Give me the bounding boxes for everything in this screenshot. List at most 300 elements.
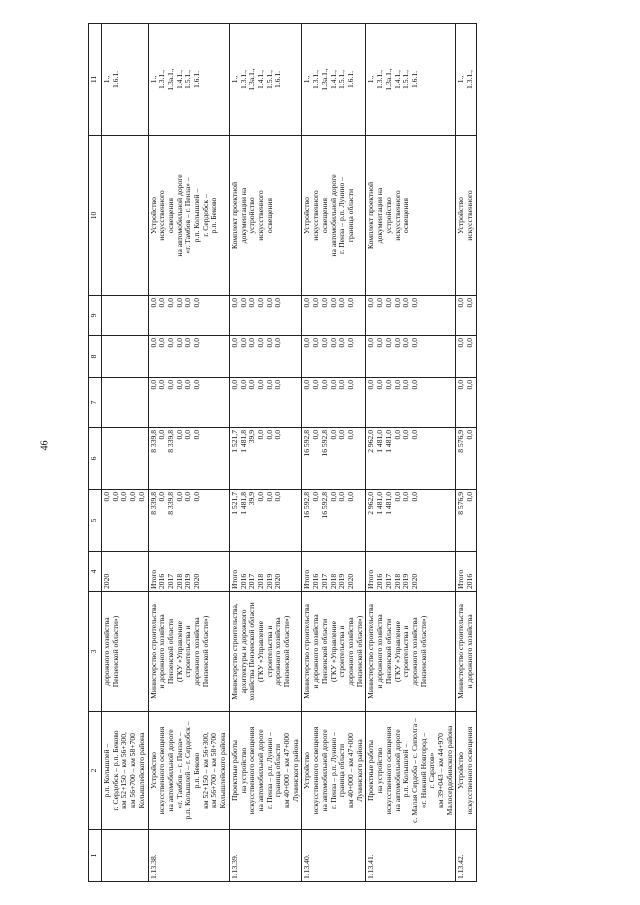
cell-line: 2 962,0 [366, 430, 376, 453]
cell-line: 1.3а.1., [383, 68, 393, 91]
executor [102, 592, 149, 712]
cell-line: 0,0 [255, 492, 265, 502]
funding-values [229, 490, 302, 552]
cell-line: «г. Нижний Новгород – [418, 732, 428, 809]
cell-line: г. Пенза – р.п. Лунино – [337, 177, 347, 254]
cell-line: дорожного хозяйства [273, 617, 283, 686]
cell-line: 0,0 [319, 298, 329, 308]
cell-line: 0,0 [119, 492, 129, 502]
cell-line: Пензенской области [383, 618, 393, 685]
cell-line: км 56+700 – км 58+700 [209, 733, 219, 808]
cell-line: 0,0 [128, 492, 138, 502]
cell-line: 0,0 [383, 338, 393, 348]
cell-line: 0,0 [264, 338, 274, 348]
cell-line: на автомобильной дороге [328, 174, 338, 257]
cell-line: 0,0 [392, 338, 402, 348]
cell-line: км 52+150 – км 56+300, [200, 732, 210, 809]
cell-line: архитектуры и дорожного [238, 609, 248, 694]
cell-line: Итого [148, 569, 158, 589]
cell-line: 0,0 [174, 430, 184, 440]
cell-line: 0,0 [409, 338, 419, 348]
cell-line: 2018 [392, 573, 402, 589]
cell-line: освещения [319, 197, 329, 234]
funding-values [102, 490, 149, 552]
measure-name [148, 712, 229, 830]
cell-line: 0,0 [392, 492, 402, 502]
cell-line: 8 339,8 [148, 430, 158, 453]
cell-line: 0,0 [183, 430, 193, 440]
measure-name [302, 712, 366, 830]
cell-line: (ГКУ «Управление [255, 621, 265, 682]
cell-line: 0,0 [157, 492, 167, 502]
cell-line: 1.4.1., [255, 70, 265, 89]
cell-line: 0,0 [401, 298, 411, 308]
cell-line: 0,0 [392, 430, 402, 440]
header-cell: 2 [89, 712, 102, 830]
header-cell: 3 [89, 592, 102, 712]
cell-line: 0,0 [157, 380, 167, 390]
cell-line: р.п. Колышлей – г. Сердобск – [183, 721, 193, 820]
cell-line: 0,0 [311, 430, 321, 440]
cell-line: с. Малая Сердоба – с. Сиполга – [409, 718, 419, 823]
cell-line: 0,0 [345, 380, 355, 390]
cell-line: 2016 [238, 573, 248, 589]
cell-line: 1.4.1., [174, 70, 184, 89]
cell-line: 0,0 [255, 430, 265, 440]
header-cell: 6 [89, 428, 102, 490]
cell-line: 0,0 [229, 298, 239, 308]
cell-line: 0,0 [456, 338, 466, 348]
cell-line: 0,0 [183, 338, 193, 348]
cell-line: 2018 [255, 573, 265, 589]
cell-line: 1.5.1., [264, 70, 274, 89]
executor [302, 592, 366, 712]
header-cell: 7 [89, 378, 102, 428]
cell-line: Итого [229, 569, 239, 589]
cell-line: Министерство строительства [366, 604, 376, 699]
cell-line: Малосердобинского района [444, 725, 454, 816]
cell-line: 0,0 [392, 298, 402, 308]
table-row [148, 24, 229, 882]
cell-line: 8 576,9 [456, 492, 466, 515]
funding-values [148, 336, 229, 378]
cell-line: 16 592,8 [302, 492, 312, 519]
cell-line: строительства и [401, 625, 411, 678]
cell-line: граница области [345, 188, 355, 243]
expected-result [302, 136, 366, 296]
expected-result [148, 136, 229, 296]
funding-values [148, 490, 229, 552]
cell-line: 2017 [165, 573, 175, 589]
cell-line: 0,0 [409, 492, 419, 502]
cell-line: 0,0 [337, 338, 347, 348]
funding-values [456, 336, 476, 378]
cell-line: 0,0 [337, 430, 347, 440]
cell-line: 0,0 [465, 298, 475, 308]
cell-line: 0,0 [255, 298, 265, 308]
table-row [456, 24, 476, 882]
cell-line: 0,0 [375, 298, 385, 308]
cell-line: на автомобильной дороге [392, 729, 402, 812]
measure-name [102, 712, 149, 830]
cell-line: 0,0 [328, 298, 338, 308]
cell-line: 0,0 [345, 298, 355, 308]
measure-name [366, 712, 456, 830]
indicator-refs [102, 24, 149, 136]
cell-line: 1.3.1., [375, 70, 385, 89]
cell-line: на автомобильной дороге [319, 729, 329, 812]
expected-result [366, 136, 456, 296]
cell-line: 0,0 [345, 338, 355, 348]
cell-line: 0,0 [366, 338, 376, 348]
cell-line: Проектные работы [366, 739, 376, 802]
cell-line: г. Саратов» [427, 752, 437, 789]
cell-line: Министерство строительства [456, 604, 466, 699]
funding-values [456, 378, 476, 428]
header-cell: 9 [89, 296, 102, 336]
cell-line: 0,0 [319, 338, 329, 348]
cell-line: 0,0 [110, 492, 120, 502]
cell-line: 1 521,7 [229, 492, 239, 515]
cell-line: 0,0 [183, 380, 193, 390]
cell-line: Пензенской области [165, 618, 175, 685]
years [229, 552, 302, 592]
cell-line: 1 481,0 [375, 492, 385, 515]
cell-line: 2019 [337, 573, 347, 589]
cell-line: 0,0 [328, 430, 338, 440]
cell-line: 0,0 [229, 338, 239, 348]
cell-line: Устройство [456, 752, 466, 789]
executor [456, 592, 476, 712]
cell-line: 0,0 [157, 298, 167, 308]
executor [148, 592, 229, 712]
cell-line: 1.3.1., [238, 70, 248, 89]
cell-line: км 56+700 – км 58+700 [128, 733, 138, 808]
cell-line: 1., [148, 75, 158, 84]
funding-values [302, 490, 366, 552]
cell-line: 0,0 [409, 380, 419, 390]
funding-values [229, 428, 302, 490]
cell-line: 0,0 [264, 492, 274, 502]
cell-line: Министерство строительства [148, 604, 158, 699]
cell-line: Министерство строительства [302, 604, 312, 699]
header-cell: 1 [89, 830, 102, 882]
cell-line: р.п. Беково [209, 197, 219, 234]
cell-line: 2017 [383, 573, 393, 589]
cell-line: 1., [302, 75, 312, 84]
cell-line: 0,0 [375, 380, 385, 390]
cell-line: 0,0 [183, 492, 193, 502]
cell-line: км 52+150 – км 56+300, [119, 732, 129, 809]
funding-values [148, 296, 229, 336]
row-number: 1.13.40. [302, 830, 366, 882]
indicator-refs [229, 24, 302, 136]
cell-line: освещения [401, 197, 411, 234]
cell-line: р.п. Беково [192, 752, 202, 789]
cell-line: 2020 [409, 573, 419, 589]
cell-line: 8 339,8 [165, 430, 175, 453]
indicator-refs [366, 24, 456, 136]
cell-line: 0,0 [311, 338, 321, 348]
indicator-refs [148, 24, 229, 136]
cell-line: 0,0 [328, 492, 338, 502]
funding-values [302, 296, 366, 336]
cell-line: 0,0 [273, 380, 283, 390]
cell-line: Итого [456, 569, 466, 589]
cell-line: р.п. Колышлей – [102, 743, 111, 798]
funding-values [102, 336, 149, 378]
cell-line: 1.6.1. [409, 70, 419, 89]
cell-line: искусственного освещения [465, 726, 475, 815]
cell-line: 8 339,8 [148, 492, 158, 515]
cell-line: 2020 [192, 573, 202, 589]
header-cell: 5 [89, 490, 102, 552]
cell-line: 1.6.1. [273, 70, 283, 89]
funding-values [229, 336, 302, 378]
funding-values [229, 296, 302, 336]
funding-values [148, 428, 229, 490]
cell-line: 1.5.1., [183, 70, 193, 89]
cell-line: «г. Тамбов – г. Пенза» – [174, 732, 184, 809]
cell-line: 1 481,0 [375, 430, 385, 453]
cell-line: км 40+000 – км 47+000 [345, 733, 355, 808]
funding-values [102, 378, 149, 428]
cell-line: 8 576,9 [456, 430, 466, 453]
cell-line: освещения [165, 197, 175, 234]
cell-line: 1.3а.1., [165, 68, 175, 91]
continuation-row [102, 24, 149, 882]
cell-line: 2 962,0 [366, 492, 376, 515]
cell-line: 16 592,8 [319, 430, 329, 457]
cell-line: 0,0 [345, 492, 355, 502]
page-number: 46 [39, 440, 51, 451]
cell-line: 2016 [375, 573, 385, 589]
cell-line: и дорожного хозяйства [157, 614, 167, 689]
cell-line: 0,0 [157, 430, 167, 440]
cell-line: 0,0 [409, 298, 419, 308]
cell-line: Устройство [302, 752, 312, 789]
cell-line: 2016 [157, 573, 167, 589]
cell-line: 0,0 [148, 338, 158, 348]
program-table [88, 23, 477, 882]
cell-line: 0,0 [192, 430, 202, 440]
cell-line: Лунинского района [290, 739, 300, 802]
cell-line: 0,0 [273, 298, 283, 308]
cell-line: на автомобильной дороге [174, 174, 184, 257]
funding-values [456, 296, 476, 336]
cell-line: 0,0 [319, 380, 329, 390]
rotated-table-page [88, 24, 612, 882]
cell-line: 2016 [311, 573, 321, 589]
cell-line: г. Сердобск – р.п. Беково [110, 730, 120, 811]
cell-line: 0,0 [229, 380, 239, 390]
cell-line: 0,0 [165, 298, 175, 308]
cell-line: Пензенской области [319, 618, 329, 685]
years [366, 552, 456, 592]
cell-line: 2017 [319, 573, 329, 589]
expected-result [456, 136, 476, 296]
cell-line: Устройство [148, 752, 158, 789]
years [302, 552, 366, 592]
cell-line: искусственного освещения [157, 726, 167, 815]
cell-line: 1.3.1., [465, 70, 475, 89]
cell-line: 0,0 [157, 338, 167, 348]
cell-line: Пензенской области») [354, 615, 364, 688]
cell-line: 0,0 [192, 380, 202, 390]
funding-values [229, 378, 302, 428]
row-number: 1.13.39. [229, 830, 302, 882]
cell-line: 1., [366, 75, 376, 84]
funding-values [366, 336, 456, 378]
cell-line: 16 592,8 [319, 492, 329, 519]
cell-line: устройство [247, 197, 257, 234]
cell-line: г. Сердобск – [200, 194, 210, 237]
cell-line: 0,0 [345, 430, 355, 440]
header-cell: 10 [89, 136, 102, 296]
cell-line: 0,0 [174, 298, 184, 308]
cell-line: 2020 [345, 573, 355, 589]
cell-line: Пензенской области») [200, 615, 210, 688]
cell-line: 0,0 [366, 298, 376, 308]
cell-line: документации на [375, 187, 385, 244]
cell-line: искусственного освещения [247, 726, 257, 815]
cell-line: 0,0 [174, 492, 184, 502]
cell-line: 1 481,0 [383, 492, 393, 515]
cell-line: 0,0 [401, 338, 411, 348]
cell-line: 1.5.1., [401, 70, 411, 89]
cell-line: Министерство строительства, [229, 603, 239, 700]
cell-line: 0,0 [273, 430, 283, 440]
cell-line: 0,0 [328, 338, 338, 348]
cell-line: 1 521,7 [229, 430, 239, 453]
cell-line: р.п. Колышлей – [401, 743, 411, 798]
cell-line: 0,0 [302, 338, 312, 348]
cell-line: 2016 [465, 573, 475, 589]
cell-line: дорожного хозяйства [102, 617, 111, 686]
cell-line: 2018 [174, 573, 184, 589]
cell-line: граница области [337, 743, 347, 798]
cell-line: 1.6.1. [110, 70, 120, 89]
funding-values [102, 296, 149, 336]
cell-line: 0,0 [465, 380, 475, 390]
cell-line: граница области [273, 743, 283, 798]
cell-line: 0,0 [392, 380, 402, 390]
cell-line: 1.3а.1., [319, 68, 329, 91]
funding-values [366, 428, 456, 490]
cell-line: 0,0 [273, 338, 283, 348]
cell-line: 1.4.1., [328, 70, 338, 89]
cell-line: и дорожного хозяйства [465, 614, 475, 689]
cell-line: 0,0 [401, 430, 411, 440]
cell-line: 0,0 [337, 380, 347, 390]
header-cell: 8 [89, 336, 102, 378]
cell-line: 8 339,8 [165, 492, 175, 515]
header-cell: 4 [89, 552, 102, 592]
cell-line: 0,0 [401, 492, 411, 502]
cell-line: искусственного [465, 190, 475, 241]
cell-line: 0,0 [174, 380, 184, 390]
cell-line: г. Пенза – р.п. Лунино – [264, 732, 274, 809]
cell-line: 0,0 [456, 380, 466, 390]
cell-line: Итого [302, 569, 312, 589]
funding-values [148, 378, 229, 428]
cell-line: (ГКУ «Управление [392, 621, 402, 682]
cell-line: 1., [102, 75, 111, 84]
cell-line: 0,0 [465, 338, 475, 348]
cell-line: 1., [456, 75, 466, 84]
cell-line: хозяйства Пензенской области [247, 602, 257, 701]
cell-line: и дорожного хозяйства [311, 614, 321, 689]
cell-line: 0,0 [136, 492, 146, 502]
cell-line: р.п. Колышлей – [192, 188, 202, 243]
table-row [229, 24, 302, 882]
funding-values [366, 296, 456, 336]
cell-line: Колышлейского района [136, 732, 146, 809]
funding-values [366, 378, 456, 428]
cell-line: дорожного хозяйства [409, 617, 419, 686]
measure-name [229, 712, 302, 830]
cell-line: 2018 [328, 573, 338, 589]
cell-line: км 39+043 – км 44+970 [436, 733, 446, 808]
cell-line: 0,0 [383, 380, 393, 390]
expected-result [102, 136, 149, 296]
cell-line: (ГКУ «Управление [174, 621, 184, 682]
cell-line: г. Пенза – р.п. Лунино – [328, 732, 338, 809]
cell-line: 2017 [247, 573, 257, 589]
cell-line: искусственного освещения [311, 726, 321, 815]
cell-line: освещения [264, 197, 274, 234]
funding-values [102, 428, 149, 490]
cell-line: 1 481,8 [238, 492, 248, 515]
cell-line: 1.3.1., [157, 70, 167, 89]
cell-line: 1.5.1., [337, 70, 347, 89]
indicator-refs [456, 24, 476, 136]
cell-line: 0,0 [264, 298, 274, 308]
cell-line: 1.4.1., [392, 70, 402, 89]
cell-line: Устройство [302, 197, 312, 234]
cell-line: на автомобильной дороге [255, 729, 265, 812]
years [148, 552, 229, 592]
cell-line: искусственного освещения [383, 726, 393, 815]
measure-name [456, 712, 476, 830]
cell-line: 0,0 [192, 298, 202, 308]
header-row [89, 24, 102, 882]
cell-line: устройство [383, 197, 393, 234]
cell-line: Пензенской области») [282, 615, 292, 688]
cell-line: 0,0 [264, 380, 274, 390]
cell-line: 1.6.1. [192, 70, 202, 89]
cell-line: Лунинского района [354, 739, 364, 802]
cell-line: 0,0 [337, 492, 347, 502]
header-cell: 11 [89, 24, 102, 136]
funding-values [302, 428, 366, 490]
cell-line: искусственного [255, 190, 265, 241]
cell-line: 0,0 [238, 380, 248, 390]
cell-line: дорожного хозяйства [192, 617, 202, 686]
cell-line: Колышлейского района [218, 732, 228, 809]
cell-line: «г. Тамбов – г. Пенза» – [183, 177, 193, 254]
cell-line: 0,0 [465, 492, 475, 502]
cell-line: 0,0 [192, 492, 202, 502]
row-number: 1.13.41. [366, 830, 456, 882]
indicator-refs [302, 24, 366, 136]
cell-line: 0,0 [238, 298, 248, 308]
cell-line: 0,0 [102, 492, 111, 502]
cell-line: 0,0 [302, 380, 312, 390]
cell-line: строительства и [183, 625, 193, 678]
row-number: 1.13.42. [456, 830, 476, 882]
executor [229, 592, 302, 712]
